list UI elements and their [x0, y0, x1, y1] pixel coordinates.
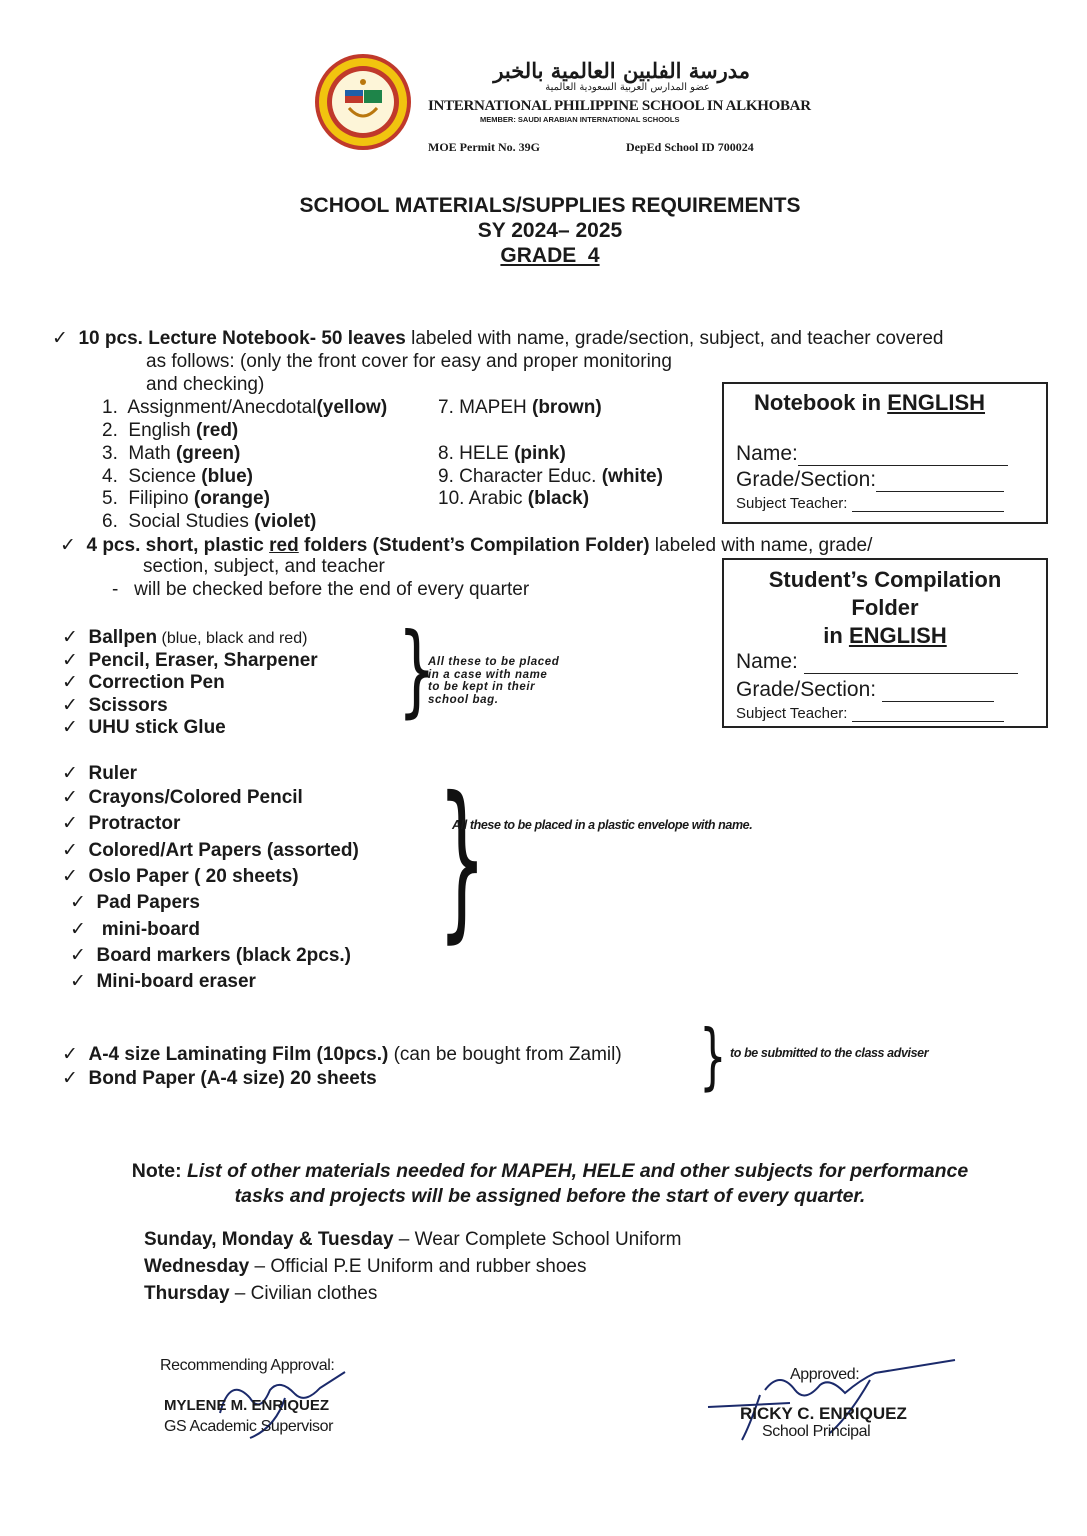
subject-item: 7. MAPEH (brown) — [438, 397, 602, 418]
supervisor-name: MYLENE M. ENRIQUEZ — [164, 1397, 330, 1414]
subject-item: 8. HELE (pink) — [438, 443, 566, 464]
notebook-description: labeled with name, grade/section, subject, and teacher covered — [405, 328, 944, 349]
supply-item: ✓ UHU stick Glue — [62, 716, 226, 738]
supply-item: ✓ Colored/Art Papers (assorted) — [62, 839, 359, 861]
uniform-schedule-row: Wednesday – Official P.E Uniform and rubber shoes — [144, 1256, 587, 1277]
supply-item: ✓ Bond Paper (A-4 size) 20 sheets — [62, 1067, 377, 1089]
supply-item: ✓ Pencil, Eraser, Sharpener — [62, 649, 318, 671]
checkmark-icon: ✓ — [52, 327, 68, 349]
subject-item: 3. Math (green) — [102, 443, 241, 464]
checkmark-icon: ✓ — [70, 891, 86, 913]
supply-item: ✓ Board markers (black 2pcs.) — [70, 944, 351, 966]
supply-item: ✓ A-4 size Laminating Film (10pcs.) (can be bought from Zamil) — [62, 1043, 622, 1065]
subject-teacher-field-label: Subject Teacher: — [736, 495, 1004, 512]
supply-item: ✓ mini-board — [70, 918, 200, 940]
subject-item: 9. Character Educ. (white) — [438, 466, 663, 487]
brace-icon: } — [437, 761, 487, 959]
school-seal-logo — [313, 52, 413, 152]
document-title: SCHOOL MATERIALS/SUPPLIES REQUIREMENTS — [299, 194, 801, 217]
folder-requirement: ✓ 4 pcs. short, plastic red folders (Student’s Compilation Folder) labeled with name, grade/ — [60, 534, 873, 556]
checkmark-icon: ✓ — [62, 865, 78, 887]
subject-item: 10. Arabic (black) — [438, 488, 590, 509]
supervisor-title: GS Academic Supervisor — [164, 1418, 334, 1435]
checkmark-icon: ✓ — [62, 671, 78, 693]
subject-item: 1. Assignment/Anecdotal(yellow) — [102, 397, 388, 418]
subject-item: 5. Filipino (orange) — [102, 488, 270, 509]
subject-item: 4. Science (blue) — [102, 466, 254, 487]
brace-icon: } — [397, 611, 436, 728]
recommending-approval-label: Recommending Approval: — [160, 1357, 335, 1374]
checkmark-icon: ✓ — [62, 786, 78, 808]
notebook-box-title: Notebook in ENGLISH — [754, 390, 986, 415]
grade-section-field-label: Grade/Section: — [736, 468, 1004, 492]
checkmark-icon: ✓ — [62, 812, 78, 834]
checkmark-icon: ✓ — [70, 918, 86, 940]
supply-item: ✓ Crayons/Colored Pencil — [62, 786, 303, 808]
name-field-label: Name: — [736, 442, 1008, 466]
checkmark-icon: ✓ — [60, 534, 76, 556]
checkmark-icon: ✓ — [62, 839, 78, 861]
checkmark-icon: ✓ — [70, 944, 86, 966]
checkmark-icon: ✓ — [62, 716, 78, 738]
checkmark-icon: ✓ — [70, 970, 86, 992]
uniform-schedule-row: Sunday, Monday & Tuesday – Wear Complete School Uniform — [144, 1229, 682, 1250]
envelope-items-note: All these to be placed in a plastic envelope with name. — [452, 818, 753, 832]
supply-item: ✓ Mini-board eraser — [70, 970, 256, 992]
member-line: MEMBER: SAUDI ARABIAN INTERNATIONAL SCHOOLS — [480, 115, 680, 124]
deped-school-id: DepEd School ID 700024 — [626, 140, 754, 154]
notebook-requirement — [52, 327, 943, 350]
notebook-label-sample — [722, 382, 1048, 524]
school-name-english: INTERNATIONAL PHILIPPINE SCHOOL IN ALKHOBAR — [428, 98, 811, 114]
principal-title: School Principal — [762, 1423, 871, 1440]
supply-item: ✓ Ballpen (blue, black and red) — [62, 626, 308, 648]
folder-label-sample — [722, 558, 1048, 728]
subject-item: 2. English (red) — [102, 420, 239, 441]
grade-level: GRADE 4 — [500, 244, 600, 267]
folder-check-note: - will be checked before the end of every quarter — [112, 579, 530, 600]
notebook-quantity: 10 pcs. Lecture Notebook- 50 leaves — [78, 328, 406, 349]
checkmark-icon: ✓ — [62, 762, 78, 784]
supply-item: ✓ Scissors — [62, 694, 168, 716]
notebook-description-line3: and checking) — [146, 374, 265, 395]
folder-description-line2: section, subject, and teacher — [143, 556, 385, 577]
school-name-arabic: مدرسة الفلبين العالمية بالخبر — [493, 58, 750, 83]
supply-item: ✓ Protractor — [62, 812, 181, 834]
school-subtitle-arabic: عضو المدارس العربية السعودية العالمية — [545, 82, 710, 93]
approved-label: Approved: — [790, 1366, 860, 1383]
supply-item: ✓ Oslo Paper ( 20 sheets) — [62, 865, 299, 887]
checkmark-icon: ✓ — [62, 1067, 78, 1089]
brace-icon: } — [699, 1014, 727, 1098]
materials-note: Note: List of other materials needed for MAPEH, HELE and other subjects for performance tasks and projects will be assigned before the start of every quarter. — [131, 1160, 969, 1207]
principal-name: RICKY C. ENRIQUEZ — [740, 1404, 907, 1423]
supply-item: ✓ Pad Papers — [70, 891, 200, 913]
notebook-description-line2: as follows: (only the front cover for easy and proper monitoring — [146, 351, 672, 372]
moe-permit: MOE Permit No. 39G — [428, 140, 540, 154]
supply-item: ✓ Correction Pen — [62, 671, 225, 693]
checkmark-icon: ✓ — [62, 1043, 78, 1065]
case-items-note: All these to be placed in a case with name to be kept in their school bag. — [428, 656, 560, 706]
checkmark-icon: ✓ — [62, 649, 78, 671]
folder-box-title: Student’s Compilation Folder in ENGLISH — [768, 567, 1002, 648]
subject-item: 6. Social Studies (violet) — [102, 511, 317, 532]
name-field-label: Name: — [736, 650, 1018, 674]
checkmark-icon: ✓ — [62, 694, 78, 716]
grade-section-field-label: Grade/Section: — [736, 678, 994, 702]
supply-item: ✓ Ruler — [62, 762, 138, 784]
school-year: SY 2024– 2025 — [477, 219, 623, 242]
adviser-items-note: to be submitted to the class adviser — [730, 1046, 929, 1060]
checkmark-icon: ✓ — [62, 626, 78, 648]
subject-teacher-field-label: Subject Teacher: — [736, 705, 1004, 722]
uniform-schedule-row: Thursday – Civilian clothes — [144, 1283, 378, 1304]
